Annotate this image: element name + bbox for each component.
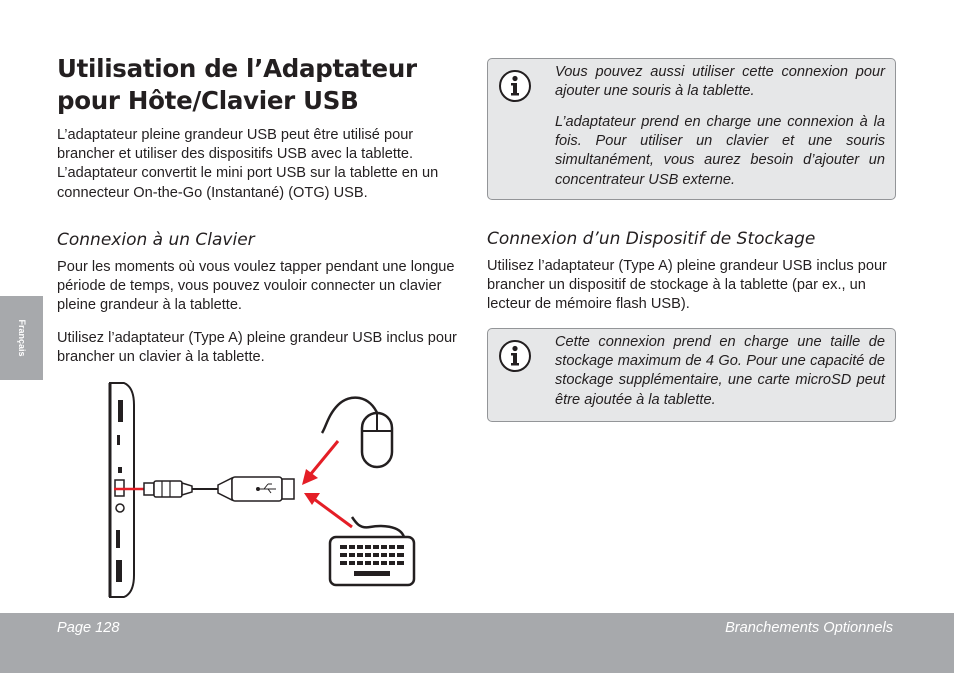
mouse-illustration bbox=[322, 398, 392, 467]
info-icon bbox=[498, 339, 532, 373]
footer-section-title: Branchements Optionnels bbox=[725, 620, 893, 636]
page-number: Page 128 bbox=[57, 620, 120, 636]
info-icon bbox=[498, 69, 532, 103]
keyboard-illustration bbox=[330, 517, 414, 585]
page-title: Utilisation de l’Adaptateur pour Hôte/Clavier USB bbox=[57, 54, 417, 115]
keyboard-section-paragraph-2: Utilisez l’adaptateur (Type A) pleine grandeur USB inclus pour brancher un clavier à la tablette. bbox=[57, 330, 457, 366]
note-1-paragraph-1: Vous pouvez aussi utiliser cette connexion pour ajouter une souris à la tablette. bbox=[555, 64, 885, 100]
page-footer bbox=[0, 613, 954, 673]
usb-adapter-illustration bbox=[144, 477, 294, 501]
language-side-tab bbox=[0, 296, 43, 380]
storage-section-paragraph: Utilisez l’adaptateur (Type A) pleine grandeur USB inclus pour brancher un dispositif de stockage à la tablette (par ex., un lecteur de mémoire flash USB). bbox=[487, 258, 887, 313]
note-box-storage bbox=[487, 328, 896, 422]
keyboard-section-paragraph-1: Pour les moments où vous voulez tapper pendant une longue période de temps, vous pouvez vouloir connecter un clavier pleine grandeur à la tablette. bbox=[57, 259, 455, 314]
keyboard-section-heading: Connexion à un Clavier bbox=[57, 230, 255, 250]
note-2-paragraph: Cette connexion prend en charge une taille de stockage maximum de 4 Go. Pour une capacité de stockage supplémentaire, une carte microSD peut être ajoutée à la tablette. bbox=[555, 334, 885, 408]
storage-section-heading: Connexion d’un Dispositif de Stockage bbox=[487, 229, 816, 249]
note-box-mouse bbox=[487, 58, 896, 200]
intro-paragraph: L’adaptateur pleine grandeur USB peut être utilisé pour brancher et utiliser des dispositifs USB avec la tablette. L’adaptateur convertit le mini port USB sur la tablette en un connecteur On-the-Go (Instantané) (OTG) USB. bbox=[57, 127, 439, 201]
connection-illustration bbox=[100, 375, 430, 605]
arrow-icon bbox=[302, 441, 352, 527]
language-label: Français bbox=[16, 319, 27, 357]
note-1-paragraph-2: L’adaptateur prend en charge une connexion à la fois. Pour utiliser un clavier et une souris simultanément, vous aurez besoin d’ajouter un concentrateur USB externe. bbox=[555, 114, 885, 188]
